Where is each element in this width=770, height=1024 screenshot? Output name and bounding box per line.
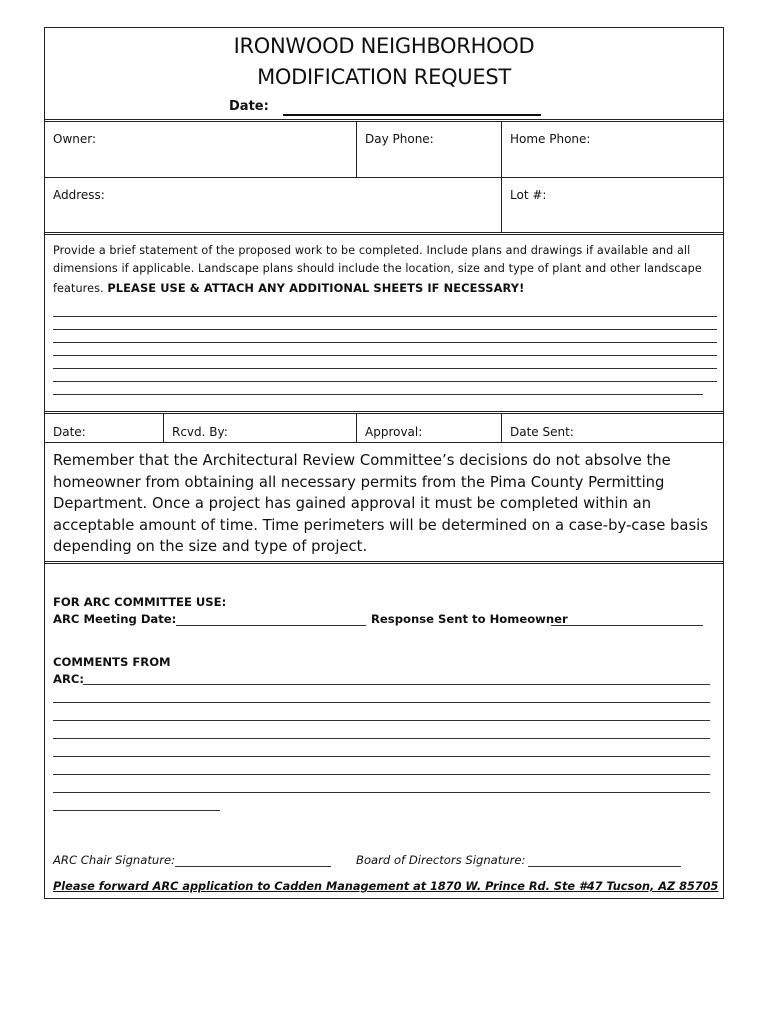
comments-line[interactable] [83, 684, 710, 685]
approval-label: Approval: [365, 425, 423, 439]
office-divider-3 [501, 414, 502, 442]
board-signature-label: Board of Directors Signature: [356, 853, 526, 867]
office-divider-1 [163, 414, 164, 442]
owner-row-divider [45, 177, 723, 178]
statement-attach-notice: PLEASE USE & ATTACH ANY ADDITIONAL SHEETS IF NECESSARY! [107, 280, 525, 295]
comments-line[interactable] [53, 810, 220, 811]
statement-line[interactable] [53, 394, 703, 395]
address-divider [45, 232, 723, 235]
comments-line[interactable] [53, 738, 710, 739]
statement-line1: Provide a brief statement of the proposed work to be completed. Include plans and drawings if available and all [53, 244, 691, 257]
comments-label-line2: ARC: [53, 672, 85, 686]
comments-line[interactable] [53, 720, 710, 721]
office-divider-2 [356, 414, 357, 442]
notice-section [45, 442, 723, 562]
day-phone-field[interactable] [365, 150, 500, 174]
comments-line[interactable] [53, 702, 710, 703]
statement-line[interactable] [53, 381, 717, 382]
statement-line[interactable] [53, 329, 717, 330]
comments-label-line1: COMMENTS FROM [53, 655, 171, 669]
office-date-label: Date: [53, 425, 86, 439]
chair-signature-label: ARC Chair Signature: [53, 853, 176, 867]
notice-divider [45, 561, 723, 564]
meeting-date-field[interactable] [176, 625, 366, 626]
owner-label: Owner: [53, 132, 97, 146]
statement-line2: dimensions if applicable. Landscape plans should include the location, size and type of plant and other landscape [53, 262, 702, 276]
committee-heading: FOR ARC COMMITTEE USE: [53, 595, 227, 609]
statement-line[interactable] [53, 316, 717, 317]
forward-instructions: Please forward ARC application to Cadden Management at 1870 W. Prince Rd. Ste #47 Tucson, AZ 85705 [53, 880, 719, 893]
statement-instructions [53, 242, 721, 298]
address-label: Address: [53, 188, 105, 202]
statement-line3 [53, 279, 721, 298]
statement-divider [45, 411, 723, 414]
header-date-field[interactable] [283, 98, 541, 116]
form-title-line1: IRONWOOD NEIGHBORHOOD [233, 34, 535, 58]
lot-field[interactable] [510, 206, 715, 230]
header-date-label: Date: [229, 99, 269, 114]
address-field[interactable] [53, 206, 493, 230]
response-sent-label: Response Sent to Homeowner [371, 612, 568, 626]
rcvd-by-label: Rcvd. By: [172, 425, 228, 439]
comments-line[interactable] [53, 792, 710, 793]
statement-line3-prefix: features. [53, 281, 104, 295]
comments-line[interactable] [53, 756, 710, 757]
home-phone-label: Home Phone: [510, 132, 591, 146]
date-sent-label: Date Sent: [510, 425, 574, 439]
owner-divider [356, 122, 357, 177]
chair-signature-field[interactable] [175, 866, 331, 867]
header-divider [45, 119, 723, 122]
board-signature-field[interactable] [528, 866, 681, 867]
comments-line[interactable] [53, 774, 710, 775]
owner-field[interactable] [53, 150, 353, 174]
form-title-line2: MODIFICATION REQUEST [257, 65, 511, 89]
statement-line[interactable] [53, 355, 717, 356]
day-phone-label: Day Phone: [365, 132, 434, 146]
meeting-date-label: ARC Meeting Date: [53, 612, 177, 626]
statement-line[interactable] [53, 368, 717, 369]
statement-line[interactable] [53, 342, 717, 343]
permit-notice: Remember that the Architectural Review Committee’s decisions do not absolve the homeowner from obtaining all necessary permits from the Pima County Permitting Department. Once a project has gained approval it must be completed within an acceptable amount of time. Time perimeters will be determined on a case-by-case basis depending on the size and type of project. [53, 452, 709, 555]
modification-request-form [44, 27, 724, 899]
lot-label: Lot #: [510, 188, 547, 202]
response-sent-field[interactable] [551, 625, 703, 626]
home-phone-field[interactable] [510, 150, 715, 174]
